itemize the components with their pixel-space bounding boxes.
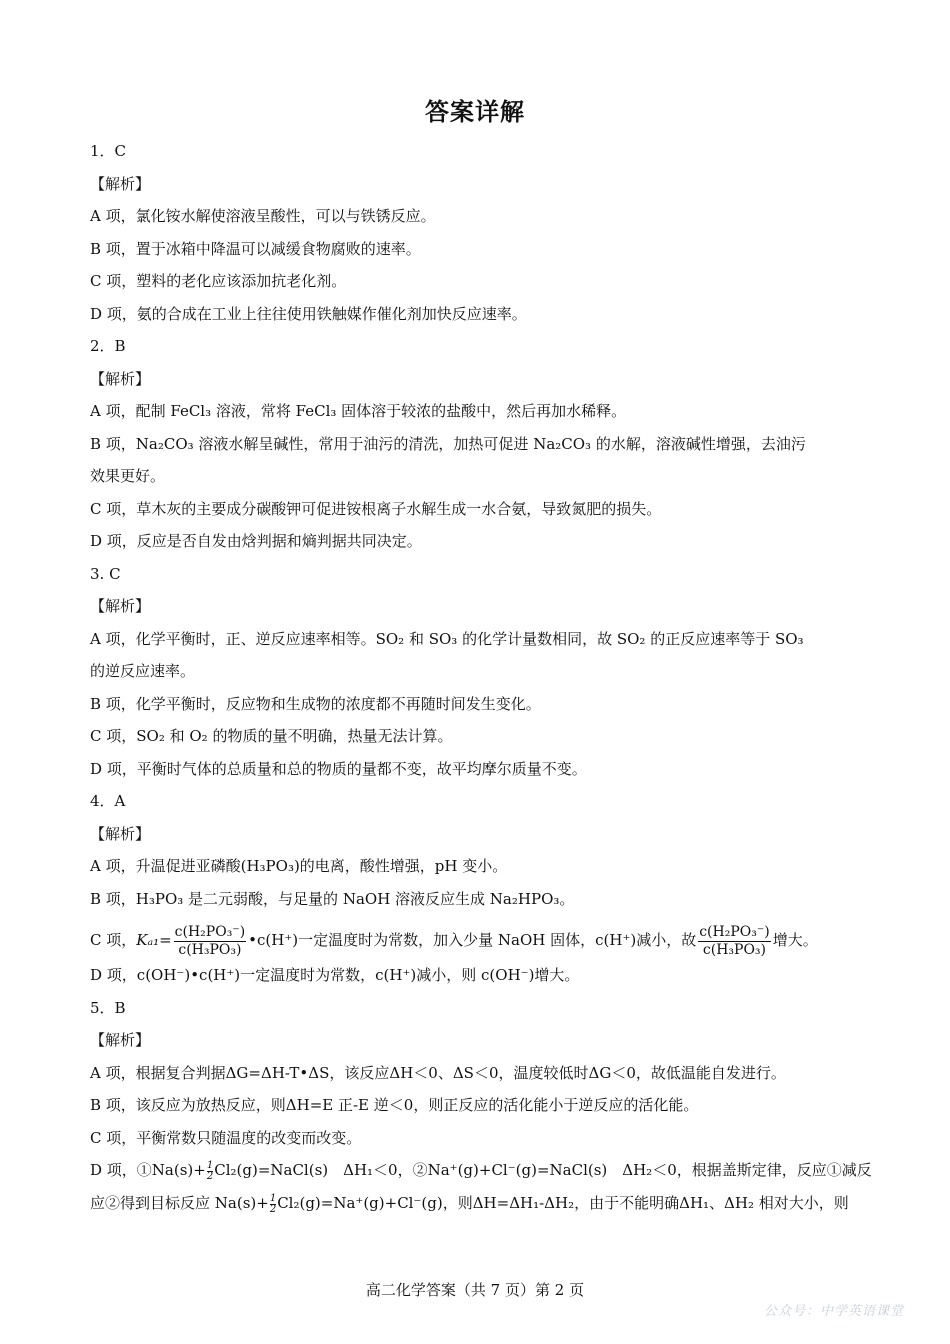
q5-d2-pre: 应②得到目标反应 Na(s)+ (90, 1194, 269, 1212)
half-fraction (207, 1161, 213, 1182)
ratio-fraction-numerator: c(H₂PO₃⁻) (699, 923, 770, 940)
q3-option-a-line1: A 项，化学平衡时，正、逆反应速率相等。SO₂ 和 SO₃ 的化学计量数相同，故 SO₂ 的正反应速率等于 SO₃ (90, 629, 804, 648)
half-numerator: 1 (206, 1159, 214, 1171)
q5-analysis-label: 【解析】 (90, 1031, 151, 1049)
q5-option-d-line2 (90, 1192, 865, 1215)
half-fraction-2 (270, 1194, 276, 1215)
q5-answer: 5．B (90, 998, 126, 1017)
q5-option-c: C 项，平衡常数只随温度的改变而改变。 (90, 1128, 362, 1147)
q4-c-end: 增大。 (772, 931, 818, 949)
q5-option-a: A 项，根据复合判据ΔG=ΔH-T•ΔS，该反应ΔH＜0、ΔS＜0，温度较低时ΔG＜0，故低温能自发进行。 (90, 1063, 786, 1082)
q5-d1-pre: D 项，①Na(s)+ (90, 1161, 206, 1179)
q4-option-b: B 项，H₃PO₃ 是二元弱酸，与足量的 NaOH 溶液反应生成 Na₂HPO₃。 (90, 889, 575, 908)
q1-analysis-label: 【解析】 (90, 174, 151, 193)
q5-option-b: B 项，该反应为放热反应，则ΔH=E 正-E 逆＜0，则正反应的活化能小于逆反应的活化能。 (90, 1096, 699, 1114)
q5-d2-post: Cl₂(g)=Na⁺(g)+Cl⁻(g)，则ΔH=ΔH₁-ΔH₂，由于不能明确ΔH₁、ΔH₂ 相对大小，则 (277, 1194, 849, 1212)
q1-answer: 1．C (90, 142, 127, 160)
q2-option-b-line1: B 项，Na₂CO₃ 溶液水解呈碱性，常用于油污的清洗，加热可促进 Na₂CO₃ 的水解，溶液碱性增强，去油污 (90, 434, 806, 453)
q1-option-a: A 项，氯化铵水解使溶液呈酸性，可以与铁锈反应。 (90, 207, 436, 225)
q3-option-a-line2: 的逆反应速率。 (90, 662, 196, 680)
q2-option-d: D 项，反应是否自发由焓判据和熵判据共同决定。 (90, 532, 422, 550)
page-title: 答案详解 (425, 98, 525, 126)
q4-option-d: D 项，c(OH⁻)•c(H⁺)一定温度时为常数，c(H⁺)减小，则 c(OH⁻)增大。 (90, 966, 580, 984)
q4-analysis-label: 【解析】 (90, 824, 151, 843)
q3-answer: 3. C (90, 564, 121, 583)
q3-option-c: C 项，SO₂ 和 O₂ 的物质的量不明确，热量无法计算。 (90, 727, 453, 745)
q2-option-b-line2: 效果更好。 (90, 467, 166, 485)
ka-fraction (174, 924, 247, 959)
ka-fraction-denominator: c(H₃PO₃) (178, 941, 242, 958)
q4-option-c (90, 920, 865, 960)
q3-analysis-label: 【解析】 (90, 597, 151, 615)
q4-c-middle: •c(H⁺)一定温度时为常数，加入少量 NaOH 固体，c(H⁺)减小，故 (248, 931, 697, 949)
q1-option-c: C 项，塑料的老化应该添加抗老化剂。 (90, 272, 347, 290)
q4-c-ka: Kₐ₁= (136, 931, 172, 949)
q5-d1-post: Cl₂(g)=NaCl(s) ΔH₁＜0，②Na⁺(g)+Cl⁻(g)=NaCl(s) ΔH₂＜0，根据盖斯定律，反应①减反 (214, 1161, 872, 1179)
half-numerator-2: 1 (269, 1192, 277, 1204)
watermark: 公众号：中学英语课堂 (763, 1304, 904, 1319)
q4-option-a: A 项，升温促进亚磷酸(H₃PO₃)的电离，酸性增强，pH 变小。 (90, 857, 508, 875)
q4-answer: 4．A (90, 792, 126, 810)
q1-option-b: B 项，置于冰箱中降温可以减缓食物腐败的速率。 (90, 239, 421, 258)
page-footer: 高二化学答案（共 7 页）第 2 页 (365, 1281, 585, 1299)
q4-c-prefix: C 项， (90, 931, 137, 949)
q2-analysis-label: 【解析】 (90, 369, 151, 388)
ratio-fraction-denominator: c(H₃PO₃) (702, 941, 767, 958)
half-denominator-2: 2 (269, 1203, 277, 1215)
q2-answer: 2．B (90, 337, 126, 355)
half-denominator: 2 (206, 1170, 214, 1182)
ratio-fraction (698, 924, 771, 959)
q2-option-c: C 项，草木灰的主要成分碳酸钾可促进铵根离子水解生成一水合氨，导致氮肥的损失。 (90, 499, 662, 518)
answer-content (90, 140, 872, 1225)
q3-option-d: D 项，平衡时气体的总质量和总的物质的量都不变，故平均摩尔质量不变。 (90, 759, 587, 778)
q2-option-a: A 项，配制 FeCl₃ 溶液，常将 FeCl₃ 固体溶于较浓的盐酸中，然后再加水稀释。 (90, 402, 627, 420)
q1-option-d: D 项，氨的合成在工业上往往使用铁触媒作催化剂加快反应速率。 (90, 304, 527, 323)
q3-option-b: B 项，化学平衡时，反应物和生成物的浓度都不再随时间发生变化。 (90, 694, 541, 713)
q5-option-d-line1 (90, 1159, 872, 1182)
ka-fraction-numerator: c(H₂PO₃⁻) (174, 923, 246, 940)
